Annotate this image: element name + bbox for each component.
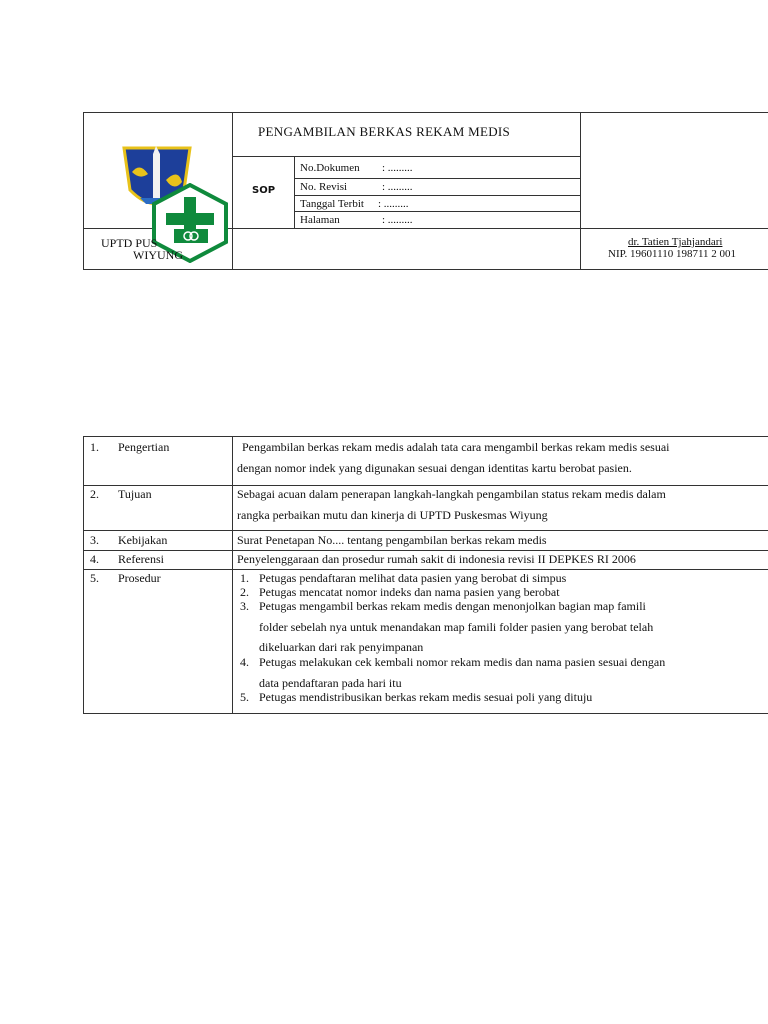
step-number: 3. (240, 599, 249, 613)
rule (294, 211, 580, 212)
field-label: Tanggal Terbit (300, 198, 364, 210)
document-title: PENGAMBILAN BERKAS REKAM MEDIS (258, 124, 511, 139)
rule (83, 550, 768, 551)
rule (83, 436, 84, 714)
step-text: dikeluarkan dari rak penyimpanan (259, 640, 424, 654)
field-value: : ......... (382, 181, 413, 193)
step-text: Petugas mengambil berkas rekam medis dengan menonjolkan bagian map famili (259, 599, 646, 613)
step-number: 4. (240, 655, 249, 669)
rule (580, 112, 581, 270)
step-text: Petugas melakukan cek kembali nomor rekam medis dan nama pasien sesuai dengan (259, 655, 666, 669)
step-number: 1. (240, 571, 249, 585)
section-number: 4. (90, 552, 99, 566)
section-number: 2. (90, 487, 99, 501)
rule (232, 112, 233, 270)
section-text: Pengambilan berkas rekam medis adalah tata cara mengambil berkas rekam medis sesuai (242, 440, 670, 454)
rule (232, 156, 580, 157)
section-label: Pengertian (118, 440, 170, 454)
section-text: Sebagai acuan dalam penerapan langkah-langkah pengambilan status rekam medis dalam (237, 487, 666, 501)
org-name-line2: WIYUNG (133, 248, 183, 262)
section-number: 5. (90, 571, 99, 585)
section-number: 1. (90, 440, 99, 454)
rule (83, 112, 84, 270)
rule (83, 112, 768, 113)
rule (83, 269, 768, 270)
section-label: Referensi (118, 552, 164, 566)
step-number: 2. (240, 585, 249, 599)
rule (83, 713, 768, 714)
step-text: Petugas mendistribusikan berkas rekam medis sesuai poli yang dituju (259, 690, 593, 704)
section-number: 3. (90, 533, 99, 547)
rule (232, 436, 233, 714)
sop-label: SOP (252, 185, 276, 196)
section-label: Prosedur (118, 571, 161, 585)
signer-name: dr. Tatien Tjahjandari (628, 236, 723, 248)
field-value: : ......... (378, 198, 409, 210)
rule (83, 569, 768, 570)
field-label: No. Revisi (300, 181, 348, 193)
rule (294, 178, 580, 179)
signer-nip: NIP. 19601110 198711 2 001 (608, 248, 737, 260)
step-text: Petugas mencatat nomor indeks dan nama pasien yang berobat (259, 585, 560, 599)
rule (294, 156, 295, 228)
org-name-line1: UPTD PUS (101, 236, 158, 250)
rule (83, 436, 768, 437)
field-label: Halaman (300, 214, 340, 226)
step-text: data pendaftaran pada hari itu (259, 676, 402, 690)
rule (294, 195, 580, 196)
section-text: Penyelenggaraan dan prosedur rumah sakit di indonesia revisi II DEPKES RI 2006 (237, 552, 636, 566)
section-label: Tujuan (118, 487, 152, 501)
section-text: Surat Penetapan No.... tentang pengambilan berkas rekam medis (237, 533, 547, 547)
step-number: 5. (240, 690, 249, 704)
step-text: folder sebelah nya untuk menandakan map famili folder pasien yang berobat telah (259, 620, 654, 634)
section-label: Kebijakan (118, 533, 168, 547)
field-value: : ......... (382, 214, 413, 226)
rule (83, 530, 768, 531)
rule (83, 485, 768, 486)
section-text: dengan nomor indek yang digunakan sesuai dengan identitas kartu berobat pasien. (237, 461, 632, 475)
step-text: Petugas pendaftaran melihat data pasien yang berobat di simpus (259, 571, 567, 585)
field-label: No.Dokumen (300, 162, 360, 174)
field-value: : ......... (382, 162, 413, 174)
section-text: rangka perbaikan mutu dan kinerja di UPTD Puskesmas Wiyung (237, 508, 548, 522)
